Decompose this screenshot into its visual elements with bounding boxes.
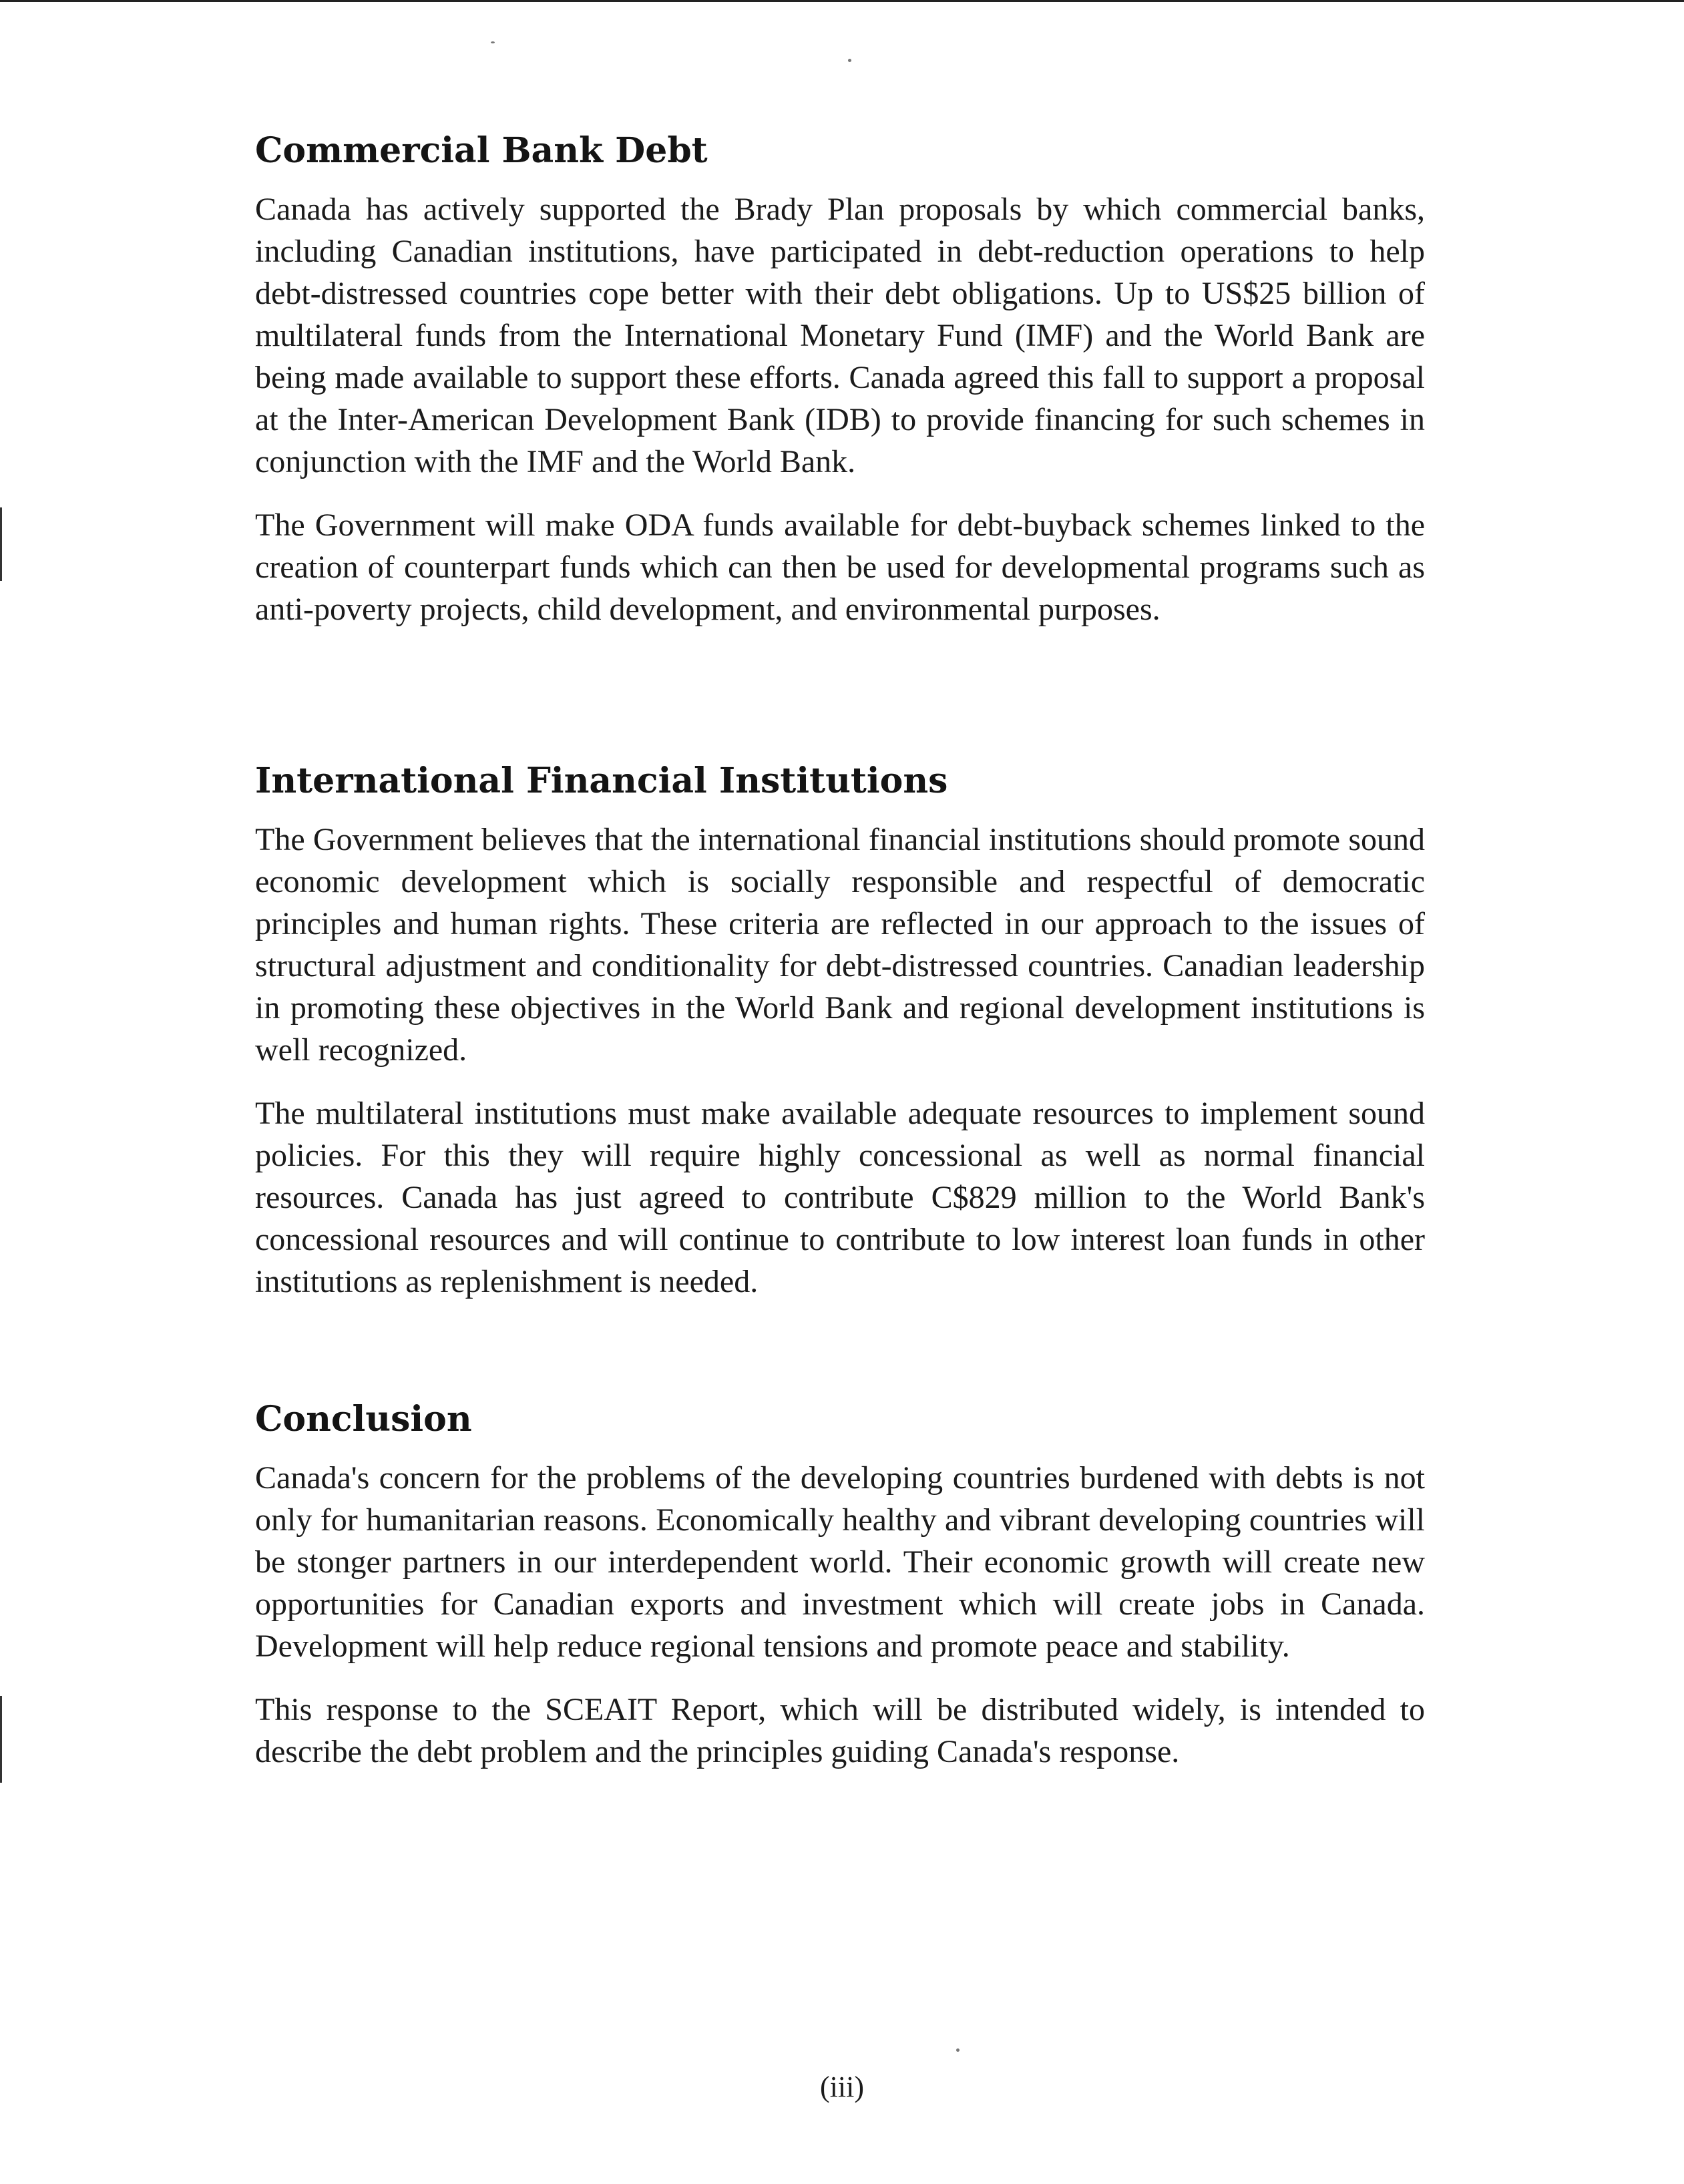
scan-speck <box>491 41 495 43</box>
paragraph: Canada has actively supported the Brady Plan proposals by which commercial banks, including Canadian institutions, have participated in debt-reduction operations to help debt-distressed countries cope better with their debt obligations. Up to US$25 billion of multilateral funds from the International Monetary Fund (IMF) and the World Bank are being made available to support these efforts. Canada agreed this fall to support a proposal at the Inter-American Development Bank (IDB) to provide financing for such schemes in conjunction with the IMF and the World Bank. <box>255 192 1425 479</box>
scan-speck <box>956 2048 960 2052</box>
section-commercial-bank-debt <box>255 127 1425 630</box>
paragraph: The multilateral institutions must make available adequate resources to implement sound policies. For this they will require highly concessional as well as normal financial resources. Canada has just agreed to contribute C$829 million to the World Bank's concessional resources and will continue to contribute to low interest loan funds in other institutions as replenishment is needed. <box>255 1096 1425 1299</box>
section-heading: Conclusion <box>255 1399 472 1440</box>
paragraph: Canada's concern for the problems of the developing countries burdened with debts is not only for humanitarian reasons. Economically healthy and vibrant developing countries will be stonger partners in our interdependent world. Their economic growth will create new opportunities for Canadian exports and investment which will create jobs in Canada. Development will help reduce regional tensions and promote peace and stability. <box>255 1460 1425 1664</box>
page-top-edge <box>0 0 1684 2</box>
section-heading: Commercial Bank Debt <box>255 130 708 171</box>
scan-speck <box>848 59 851 62</box>
scan-edge-mark <box>0 1696 2 1783</box>
section-international-financial-institutions <box>255 757 1425 1303</box>
page-number: (iii) <box>820 2070 864 2103</box>
scan-edge-mark <box>0 507 2 581</box>
paragraph: The Government believes that the international financial institutions should promote sound economic development which is socially responsible and respectful of democratic principles and human rights. These criteria are reflected in our approach to the issues of structural adjustment and conditionality for debt-distressed countries. Canadian leadership in promoting these objectives in the World Bank and regional development institutions is well recognized. <box>255 822 1425 1068</box>
paragraph: This response to the SCEAIT Report, which will be distributed widely, is intended to describe the debt problem and the principles guiding Canada's response. <box>255 1692 1425 1769</box>
paragraph: The Government will make ODA funds available for debt-buyback schemes linked to the creation of counterpart funds which can then be used for developmental programs such as anti-poverty projects, child development, and environmental purposes. <box>255 507 1425 627</box>
section-heading: International Financial Institutions <box>255 760 948 801</box>
section-conclusion <box>255 1395 1425 1773</box>
